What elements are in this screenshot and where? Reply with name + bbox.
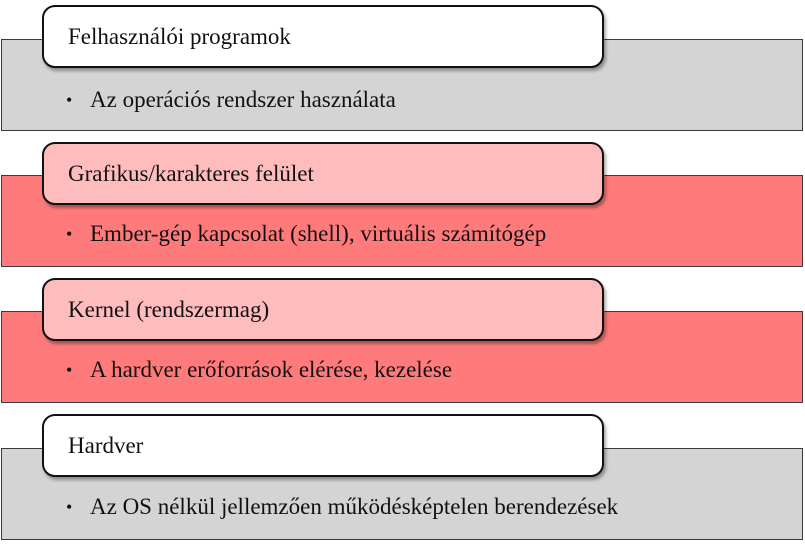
layer-title-box [42,5,604,68]
layer-bullet-text: Ember-gép kapcsolat (shell), virtuális számítógép [90,221,547,246]
layer-title: Grafikus/karakteres felület [68,160,314,186]
layer-bullet [66,494,618,520]
layer-bullet-text: Az operációs rendszer használata [90,87,396,112]
bullet-icon: • [66,223,73,244]
layer-interface [0,142,805,279]
layer-hardware [0,414,805,551]
layer-title-box [42,278,604,341]
layer-bullet [66,87,396,113]
layer-title: Kernel (rendszermag) [68,296,270,322]
layer-title-box [42,414,604,477]
bullet-icon: • [66,359,73,380]
bullet-icon: • [66,89,73,110]
layer-bullet [66,221,546,247]
layer-kernel [0,278,805,415]
layer-title: Hardver [68,432,144,458]
layer-bullet-text: Az OS nélkül jellemzően működésképtelen berendezések [90,494,619,519]
layer-bullet [66,357,452,383]
bullet-icon: • [66,496,73,517]
layer-title: Felhasználói programok [68,23,291,49]
layer-user-programs [0,5,805,142]
layer-title-box [42,142,604,205]
layer-bullet-text: A hardver erőforrások elérése, kezelése [90,357,453,382]
